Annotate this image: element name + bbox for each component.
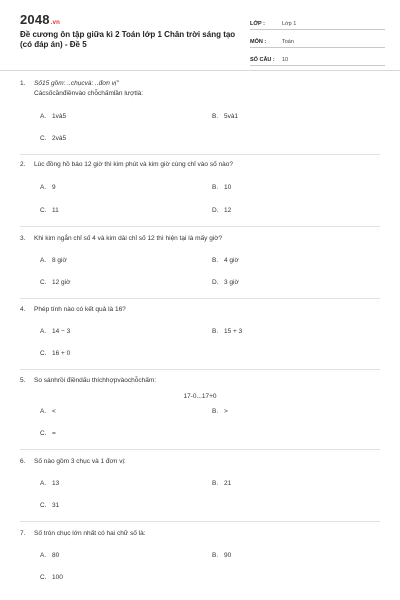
meta-row-count: SỐ CÂU : 10 [250, 48, 385, 66]
worksheet-title: Đề cương ôn tập giữa kì 2 Toán lớp 1 Chân trời sáng tạo (có đáp án) - Đề 5 [20, 30, 236, 49]
q3-option-d[interactable]: D. 3 giờ [212, 279, 239, 286]
q5-option-c[interactable]: C. = [40, 430, 56, 437]
q2-option-b[interactable]: B. 10 [212, 184, 232, 191]
divider [20, 521, 380, 522]
question-3: 3. Khi kim ngắn chỉ số 4 và kim dài chỉ số 12 thì hiện tại là mấy giờ? [20, 235, 223, 242]
q2-option-a[interactable]: A. 9 [40, 184, 56, 191]
divider [20, 369, 380, 370]
q1-option-b[interactable]: B. 5và1 [212, 113, 239, 120]
q1-option-c[interactable]: C. 2và5 [40, 135, 67, 142]
question-7: 7. Số tròn chục lớn nhất có hai chữ số là: [20, 530, 146, 537]
q2-option-c[interactable]: C. 11 [40, 207, 59, 214]
q4-option-c[interactable]: C. 16 + 0 [40, 350, 71, 357]
divider [20, 154, 380, 155]
q7-option-b[interactable]: B. 90 [212, 552, 232, 559]
q3-option-c[interactable]: C. 12 giờ [40, 279, 71, 286]
q1-option-a[interactable]: A. 1và5 [40, 113, 67, 120]
question-1: 1. Số15 gồm: ..chụcvà: ..đơn vị" Cácsốcầnđiềnvào chỗchấmlần lượtlà: [20, 80, 144, 97]
q4-option-a[interactable]: A. 14 − 3 [40, 328, 71, 335]
meta-row-subject: MÔN : Toán [250, 30, 385, 48]
q3-option-b[interactable]: B. 4 giờ [212, 257, 239, 264]
q7-option-c[interactable]: C. 100 [40, 574, 63, 581]
q5-option-b[interactable]: B. > [212, 408, 228, 415]
q3-option-a[interactable]: A. 8 giờ [40, 257, 67, 264]
worksheet-meta [250, 12, 385, 66]
meta-row-class: LỚP : Lớp 1 [250, 12, 385, 30]
divider [20, 226, 380, 227]
question-6: 6. Số nào gồm 3 chục và 1 đơn vị: [20, 458, 126, 465]
worksheet-header [0, 0, 400, 71]
divider [20, 449, 380, 450]
site-logo[interactable]: 2048.vn [20, 12, 61, 27]
q7-option-a[interactable]: A. 80 [40, 552, 60, 559]
q6-option-c[interactable]: C. 31 [40, 502, 60, 509]
divider [20, 298, 380, 299]
q6-option-b[interactable]: B. 21 [212, 480, 232, 487]
q4-option-b[interactable]: B. 15 + 3 [212, 328, 243, 335]
question-4: 4. Phép tính nào có kết quả là 16? [20, 306, 126, 313]
q2-option-d[interactable]: D. 12 [212, 207, 232, 214]
q6-option-a[interactable]: A. 13 [40, 480, 60, 487]
question-5: 5. So sánhrồi điềndấu thíchhợpvàochỗchấm: 17-0...17+0 [20, 377, 380, 400]
q5-option-a[interactable]: A. < [40, 408, 56, 415]
question-2: 2. Lúc đồng hồ báo 12 giờ thì kim phút và kim giờ cùng chỉ vào số nào? [20, 161, 233, 168]
comparison-expression: 17-0...17+0 [183, 393, 217, 400]
